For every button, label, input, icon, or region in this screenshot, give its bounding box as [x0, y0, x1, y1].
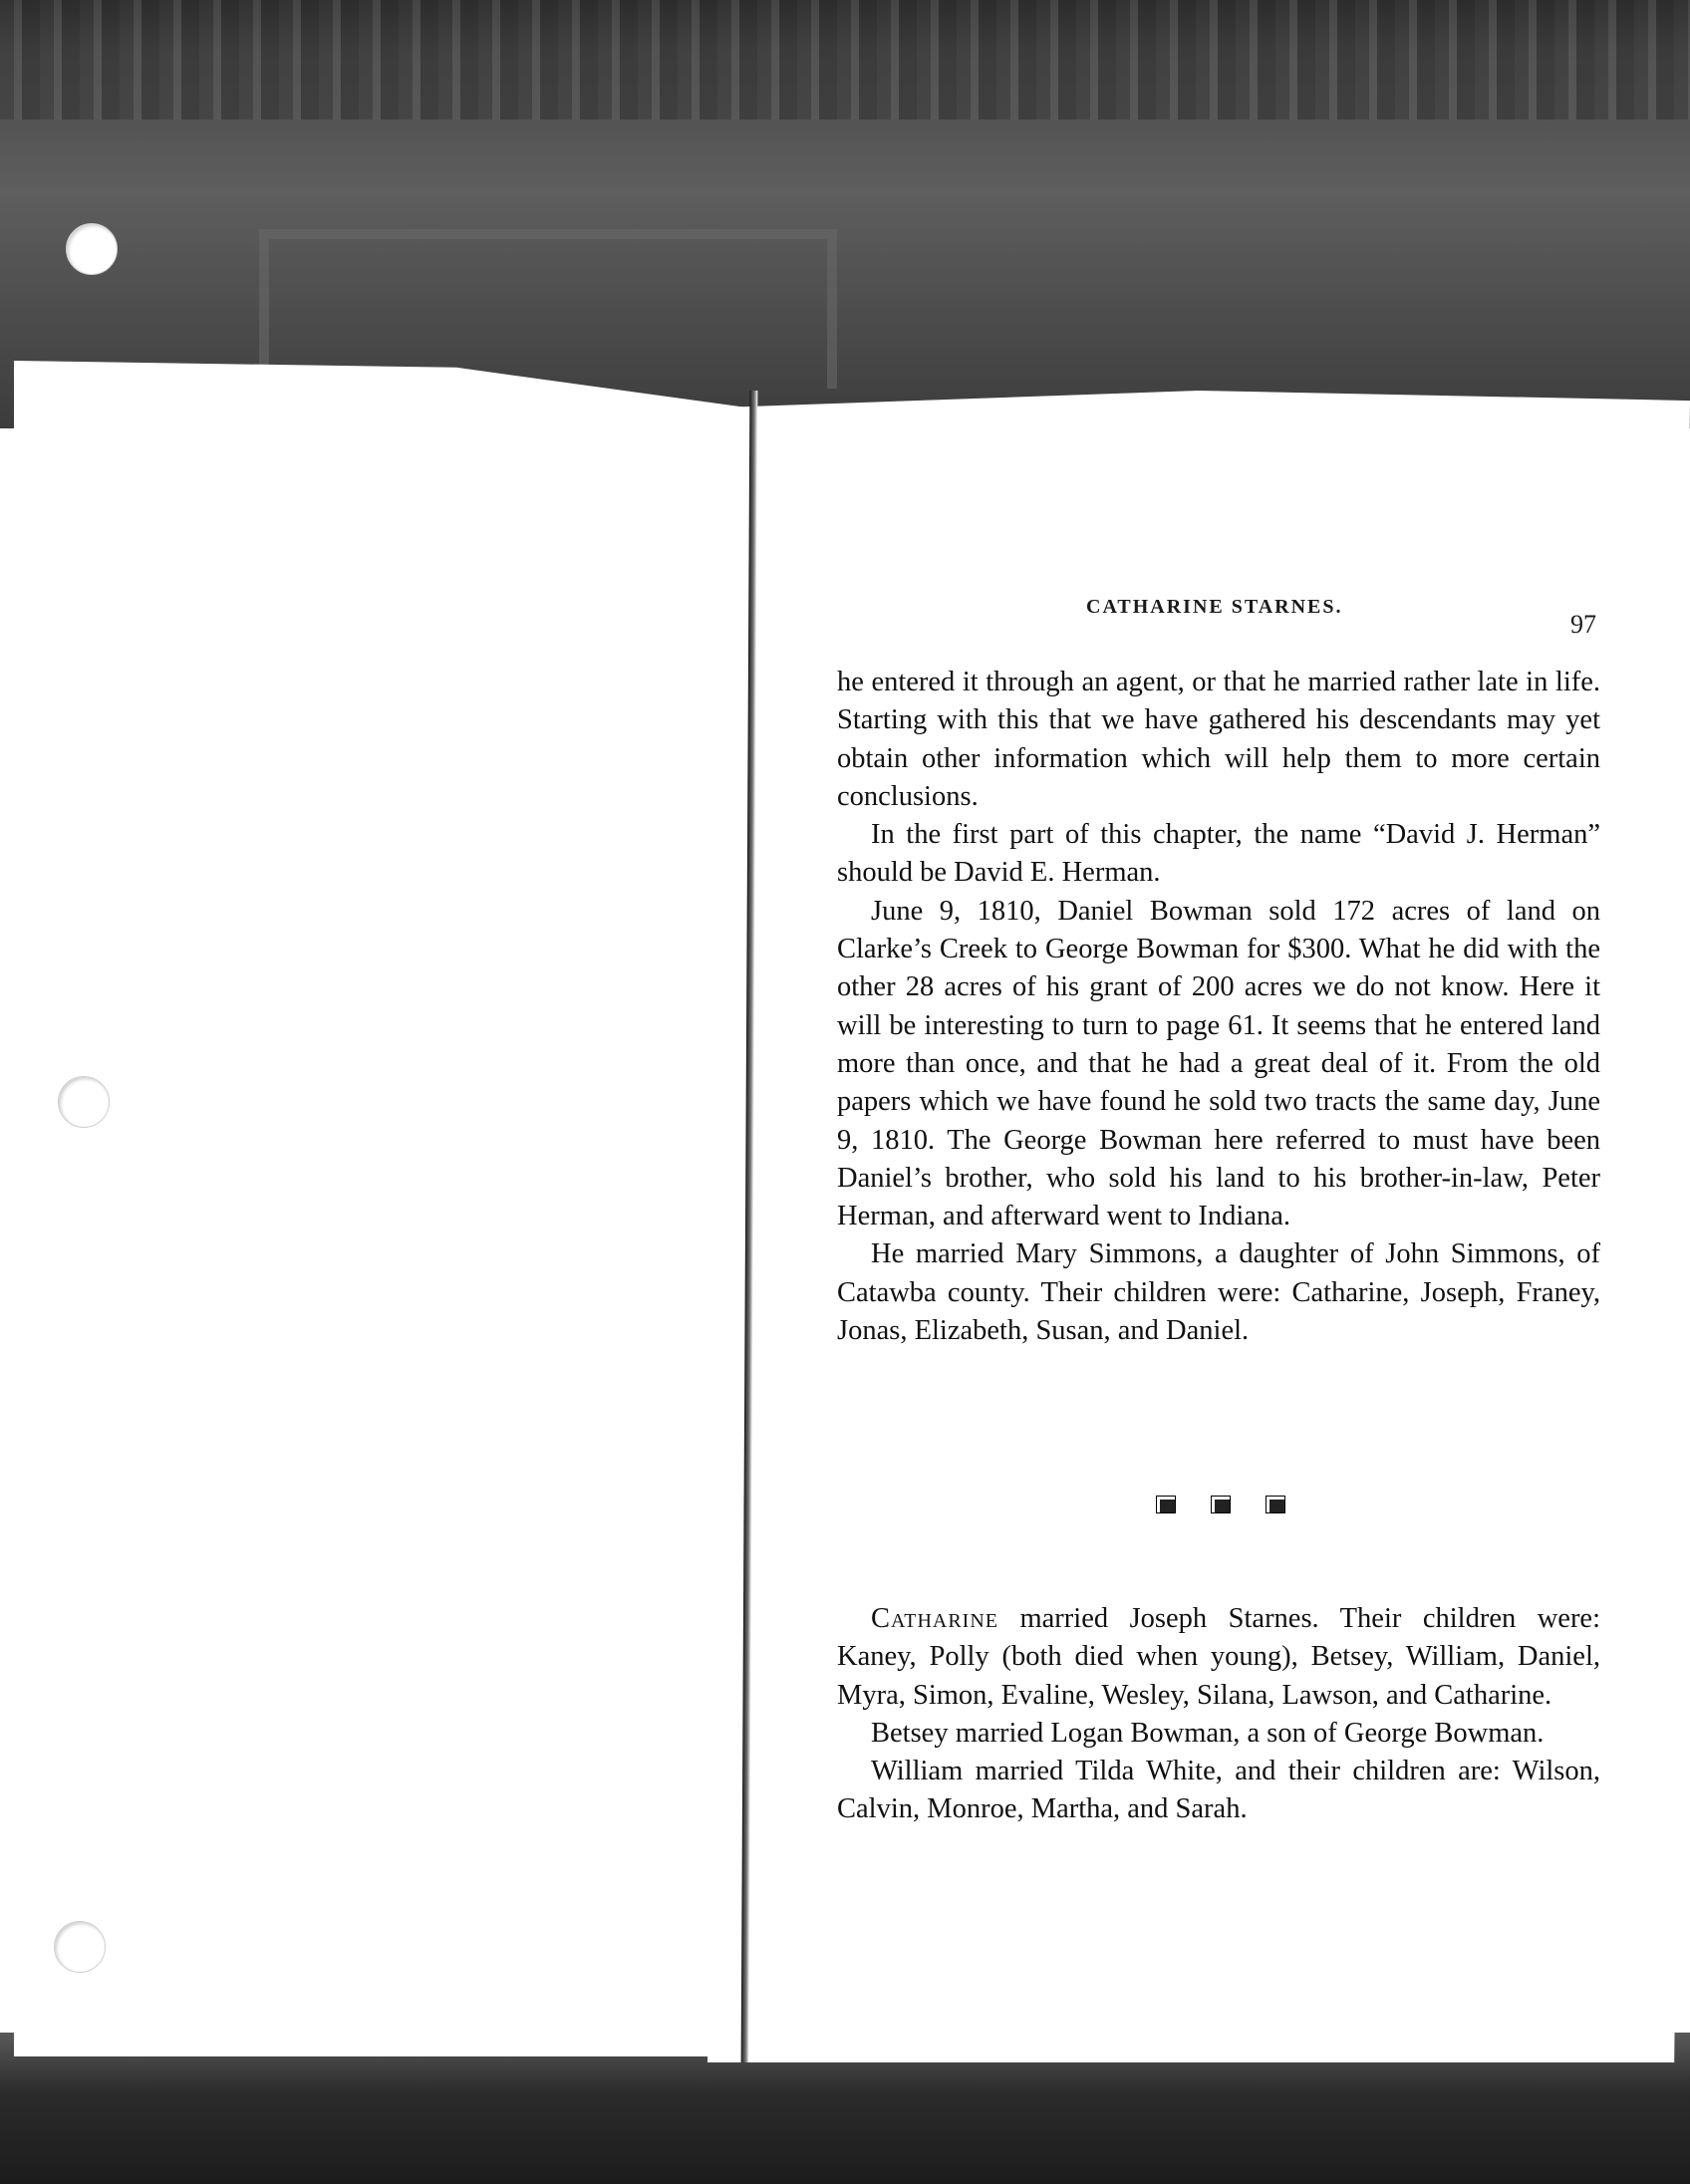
paragraph: William married Tilda White, and their children are: Wilson, Calvin, Monroe, Martha, and Sarah. — [837, 1756, 1600, 1825]
paragraph: he entered it through an agent, or that he married rather late in life. Starting with this that we have gathered his descendants may yet obtain other information which will help them to more certain conclusions. — [837, 667, 1600, 812]
page-number: 97 — [1570, 610, 1596, 639]
scan-background-frame — [259, 229, 837, 389]
ornament-glyph — [1156, 1496, 1176, 1513]
name-lead: Catharine — [871, 1603, 998, 1634]
paragraph: In the first part of this chapter, the name “David J. Herman” should be David E. Herman. — [837, 819, 1600, 889]
binder-hole-top — [66, 223, 118, 275]
scan-background-band — [0, 0, 1690, 120]
paragraph-text: married Joseph Starnes. Their children were: Kaney, Polly (both died when young), Betsey, William, Daniel, Myra, Simon, Evaline, Wesley, Silana, Lawson, and Catharine. — [837, 1603, 1600, 1711]
paragraph: June 9, 1810, Daniel Bowman sold 172 acres of land on Clarke’s Creek to George Bowman for $300. What he did with the other 28 acres of his grant of 200 acres we do not know. Here it will be interesting to turn to page 61. It seems that he entered land more than once, and that he had a great deal of it. From the old papers which we have found he sold two tracts the same day, June 9, 1810. The George Bowman here referred to must have been Daniel’s brother, who sold his land to his brother-in-law, Peter Herman, and afterward went to Indiana. — [837, 895, 1600, 1232]
body-section-2 — [837, 1600, 1600, 1829]
binder-hole-bottom — [54, 1921, 106, 1973]
section-divider-ornament — [1156, 1493, 1285, 1516]
left-page-blank — [14, 361, 751, 2056]
body-section-1 — [837, 664, 1600, 1350]
paragraph — [837, 1600, 1600, 1715]
running-title: CATHARINE STARNES. — [1086, 596, 1343, 618]
paragraph: He married Mary Simmons, a daughter of John Simmons, of Catawba county. Their children were: Catharine, Joseph, Franey, Jonas, Elizabeth, Susan, and Daniel. — [837, 1238, 1600, 1347]
paragraph: Betsey married Logan Bowman, a son of George Bowman. — [871, 1717, 1545, 1749]
binder-hole-middle — [58, 1076, 110, 1128]
ornament-glyph — [1211, 1496, 1231, 1513]
ornament-glyph — [1266, 1496, 1285, 1513]
